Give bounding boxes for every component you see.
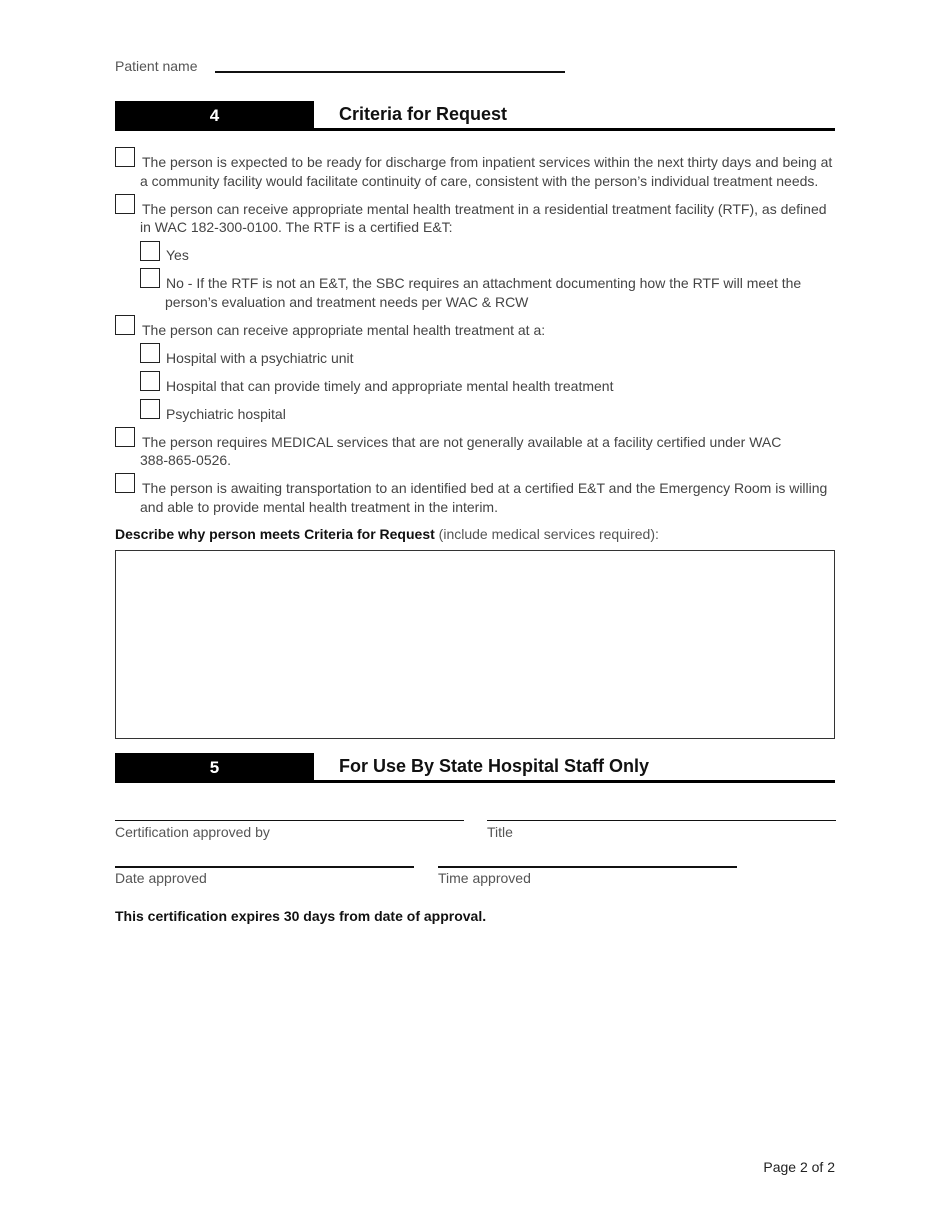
- patient-name-label: Patient name: [115, 58, 198, 74]
- item-treatment-at: The person can receive appropriate mental health treatment at a:: [142, 322, 546, 338]
- item-rtf-no-line2: person’s evaluation and treatment needs per WAC & RCW: [165, 294, 529, 310]
- item-awaiting-transport-line1: The person is awaiting transportation to an identified bed at a certified E&T and the Emergency Room is willing: [142, 480, 828, 496]
- checkbox-hospital-timely[interactable]: [140, 371, 160, 391]
- title-label: Title: [487, 824, 513, 840]
- certification-approved-label: Certification approved by: [115, 824, 270, 840]
- title-field[interactable]: [487, 820, 836, 821]
- item-rtf-no-line1: No - If the RTF is not an E&T, the SBC requires an attachment documenting how the RTF will meet the: [166, 275, 802, 291]
- item-awaiting-transport-line2: and able to provide mental health treatment in the interim.: [140, 499, 498, 515]
- section-5-rule: [115, 780, 835, 783]
- describe-label: [115, 526, 659, 542]
- date-approved-field[interactable]: [115, 866, 414, 868]
- item-rtf-treatment-line1: The person can receive appropriate mental health treatment in a residential treatment facility (RTF), as defined: [142, 201, 827, 217]
- time-approved-label: Time approved: [438, 870, 531, 886]
- item-discharge-ready-line1: The person is expected to be ready for discharge from inpatient services within the next thirty days and being at: [142, 154, 833, 170]
- checkbox-awaiting-transport[interactable]: [115, 473, 135, 493]
- checkbox-treatment-at[interactable]: [115, 315, 135, 335]
- item-rtf-treatment-line2: in WAC 182-300-0100. The RTF is a certified E&T:: [140, 219, 453, 235]
- checkbox-rtf-yes[interactable]: [140, 241, 160, 261]
- checkbox-psychiatric-hospital[interactable]: [140, 399, 160, 419]
- section-4-number: 4: [115, 101, 314, 131]
- item-hospital-timely: Hospital that can provide timely and appropriate mental health treatment: [166, 378, 614, 394]
- describe-label-bold: Describe why person meets Criteria for Request: [115, 526, 435, 542]
- describe-criteria-textarea[interactable]: [115, 550, 835, 739]
- checkbox-discharge-ready[interactable]: [115, 147, 135, 167]
- section-5-title: For Use By State Hospital Staff Only: [339, 756, 650, 776]
- item-psychiatric-hospital: Psychiatric hospital: [166, 406, 286, 422]
- item-discharge-ready-line2: a community facility would facilitate continuity of care, consistent with the person’s individual treatment needs.: [140, 173, 819, 189]
- item-medical-services-line1: The person requires MEDICAL services that are not generally available at a facility certified under WAC: [142, 434, 782, 450]
- certification-approved-field[interactable]: [115, 820, 464, 821]
- expiration-note: This certification expires 30 days from date of approval.: [115, 908, 487, 924]
- section-5-number: 5: [115, 753, 314, 783]
- section-4-title: Criteria for Request: [339, 104, 508, 124]
- patient-name-field[interactable]: [215, 71, 565, 73]
- page-number: Page 2 of 2: [763, 1159, 835, 1175]
- checkbox-hospital-psych-unit[interactable]: [140, 343, 160, 363]
- section-4-rule: [115, 128, 835, 131]
- checkbox-medical-services[interactable]: [115, 427, 135, 447]
- date-approved-label: Date approved: [115, 870, 207, 886]
- time-approved-field[interactable]: [438, 866, 737, 868]
- item-hospital-psych-unit: Hospital with a psychiatric unit: [166, 350, 354, 366]
- item-medical-services-line2: 388-865-0526.: [140, 452, 232, 468]
- item-rtf-yes: Yes: [166, 247, 189, 263]
- checkbox-rtf-treatment[interactable]: [115, 194, 135, 214]
- checkbox-rtf-no[interactable]: [140, 268, 160, 288]
- describe-label-rest: (include medical services required):: [434, 526, 659, 542]
